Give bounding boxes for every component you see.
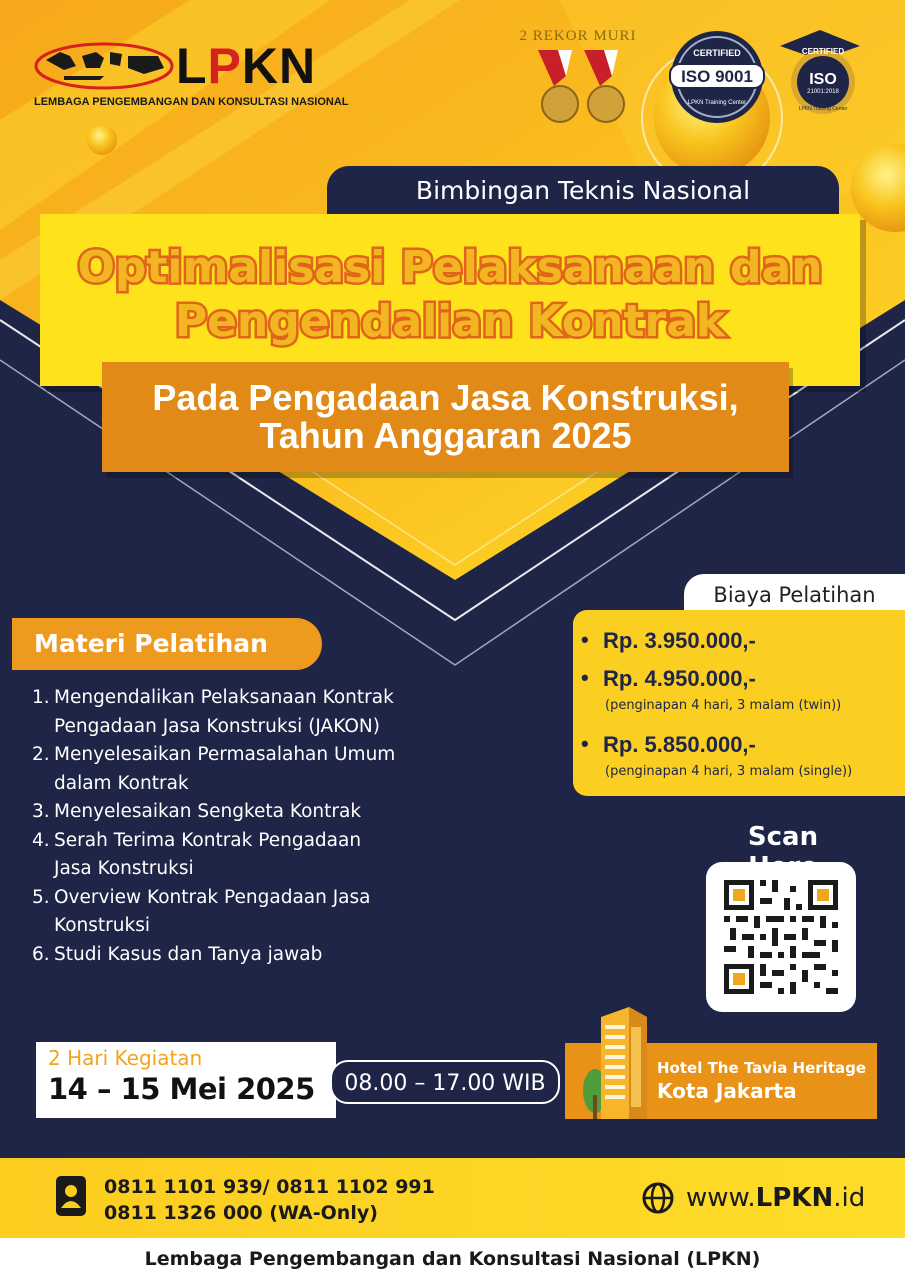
materi-item-line: Studi Kasus dan Tanya jawab bbox=[54, 943, 323, 965]
materi-item-text bbox=[54, 884, 371, 941]
lpkn-logo[interactable] bbox=[34, 28, 349, 118]
price-note: (penginapan 4 hari, 3 malam (single)) bbox=[605, 764, 853, 779]
iso-21001-badge bbox=[780, 30, 866, 116]
materi-item-line: Pengadaan Jasa Konstruksi (JAKON) bbox=[54, 715, 380, 737]
rekor-text: 2 REKOR MURI bbox=[519, 28, 637, 44]
materi-item bbox=[32, 741, 452, 798]
materi-item bbox=[32, 684, 452, 741]
materi-item-line: Serah Terima Kontrak Pengadaan bbox=[54, 829, 362, 851]
materi-item bbox=[32, 884, 452, 941]
hotel-building-icon bbox=[581, 1007, 651, 1119]
phone-line-2[interactable]: 0811 1326 000 (WA-Only) bbox=[104, 1202, 378, 1224]
materi-item-number: 3. bbox=[32, 801, 50, 822]
materi-item-number: 1. bbox=[32, 687, 50, 708]
duration-label: 2 Hari Kegiatan bbox=[48, 1046, 203, 1070]
logo-wordmark: LPKN bbox=[176, 38, 317, 94]
website-link[interactable] bbox=[642, 1180, 882, 1216]
iso2-code: 21001:2018 bbox=[807, 89, 839, 95]
event-time: 08.00 – 17.00 WIB bbox=[330, 1060, 560, 1104]
price-item: • Rp. 5.850.000,- bbox=[581, 731, 756, 757]
globe-icon bbox=[642, 1182, 674, 1214]
materi-item-line: Mengendalikan Pelaksanaan Kontrak bbox=[54, 687, 394, 708]
phone-line-1[interactable]: 0811 1101 939/ 0811 1102 991 bbox=[104, 1176, 435, 1198]
materi-item-number: 4. bbox=[32, 829, 50, 851]
event-title-line-1: Optimalisasi Pelaksanaan dan bbox=[77, 242, 823, 293]
rekor-muri-badge bbox=[508, 28, 648, 108]
materi-item-line: dalam Kontrak bbox=[54, 772, 189, 794]
materi-item-number: 2. bbox=[32, 744, 50, 765]
contact-phones[interactable] bbox=[104, 1174, 435, 1226]
biaya-heading: Biaya Pelatihan bbox=[684, 574, 905, 616]
materi-item-text bbox=[54, 798, 361, 827]
iso2-bottom: LPKN Training Center bbox=[798, 106, 848, 112]
materi-item bbox=[32, 827, 452, 884]
iso2-top: CERTIFIED bbox=[801, 47, 845, 56]
hotel-city: Kota Jakarta bbox=[657, 1079, 797, 1103]
iso1-bottom: LPKN Training Center bbox=[687, 100, 747, 106]
event-subtitle-line-2: Tahun Anggaran 2025 bbox=[259, 415, 632, 456]
price-amount: Rp. 5.850.000,- bbox=[603, 732, 756, 757]
event-dates: 14 – 15 Mei 2025 bbox=[48, 1072, 315, 1106]
materi-item-text bbox=[54, 741, 395, 798]
medal-icon bbox=[528, 46, 628, 134]
iso1-top: CERTIFIED bbox=[693, 48, 741, 58]
materi-item-text bbox=[54, 684, 394, 741]
materi-item-text bbox=[54, 941, 322, 970]
event-subtitle-line-1: Pada Pengadaan Jasa Konstruksi, bbox=[152, 377, 739, 418]
hotel-name: Hotel The Tavia Heritage bbox=[657, 1059, 867, 1077]
materi-item bbox=[32, 941, 452, 970]
materi-item-text bbox=[54, 827, 361, 884]
price-amount: Rp. 4.950.000,- bbox=[603, 666, 756, 691]
website-text[interactable]: www.LPKN.id bbox=[686, 1183, 866, 1213]
qr-code[interactable] bbox=[706, 862, 856, 1012]
event-subtitle-box bbox=[102, 362, 789, 472]
materi-item-line: Konstruksi bbox=[54, 915, 150, 936]
materi-heading: Materi Pelatihan bbox=[12, 618, 322, 670]
venue-box bbox=[565, 1043, 877, 1119]
scan-label: Scan bbox=[747, 822, 819, 852]
price-note: (penginapan 4 hari, 3 malam (twin)) bbox=[605, 698, 842, 713]
materi-list bbox=[32, 684, 452, 969]
materi-item-number: 6. bbox=[32, 943, 50, 965]
event-category: Bimbingan Teknis Nasional bbox=[327, 166, 839, 216]
indonesia-map-icon bbox=[34, 34, 174, 94]
materi-item-number: 5. bbox=[32, 886, 50, 908]
date-box bbox=[36, 1042, 336, 1118]
materi-item bbox=[32, 798, 452, 827]
price-item: • Rp. 3.950.000,- bbox=[581, 627, 756, 653]
price-item: • Rp. 4.950.000,- bbox=[581, 665, 756, 691]
phone-book-icon bbox=[54, 1174, 88, 1218]
materi-item-line: Overview Kontrak Pengadaan Jasa bbox=[54, 886, 371, 908]
event-title-line-2: Pengendalian Kontrak bbox=[174, 296, 726, 347]
biaya-box bbox=[573, 610, 905, 796]
footer-org: Lembaga Pengembangan dan Konsultasi Nasional (LPKN) bbox=[144, 1248, 761, 1270]
materi-item-line: Menyelesaikan Sengketa Kontrak bbox=[54, 801, 362, 822]
materi-item-line: Jasa Konstruksi bbox=[54, 858, 194, 879]
iso1-main: ISO 9001 bbox=[681, 67, 753, 86]
logo-subtitle: LEMBAGA PENGEMBANGAN DAN KONSULTASI NASIONAL bbox=[34, 96, 349, 108]
price-amount: Rp. 3.950.000,- bbox=[603, 628, 756, 653]
qr-code-icon bbox=[706, 862, 856, 1012]
materi-item-line: Menyelesaikan Permasalahan Umum bbox=[54, 744, 396, 765]
event-title-box bbox=[40, 214, 860, 386]
iso2-main: ISO bbox=[809, 71, 837, 88]
iso-9001-badge bbox=[668, 28, 766, 126]
